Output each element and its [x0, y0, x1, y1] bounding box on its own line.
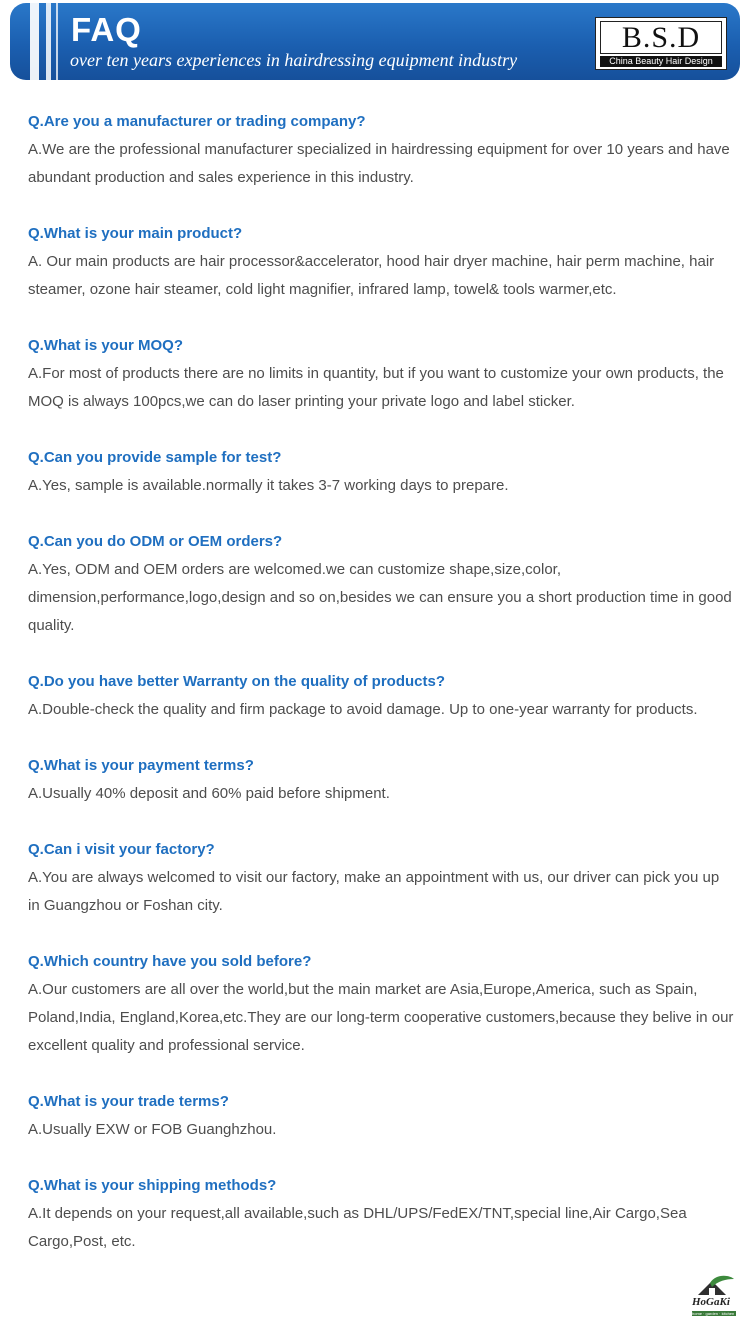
faq-item	[28, 220, 734, 304]
faq-question: Q.Can you provide sample for test?	[28, 449, 282, 466]
faq-item	[28, 948, 734, 1060]
faq-question: Q.Can i visit your factory?	[28, 841, 215, 858]
faq-answer: A.Usually EXW or FOB Guanghzhou.	[28, 1121, 277, 1138]
faq-answer: A.Double-check the quality and firm package to avoid damage. Up to one-year warranty for products.	[28, 701, 698, 718]
faq-item	[28, 836, 734, 920]
faq-answer: A. Our main products are hair processor&accelerator, hood hair dryer machine, hair perm machine, hair steamer, ozone hair steamer, cold light magnifier, infrared lamp, towel& tools warmer,etc.	[28, 253, 715, 298]
faq-question: Q.Which country have you sold before?	[28, 953, 312, 970]
faq-question: Q.What is your main product?	[28, 225, 243, 242]
faq-answer: A.You are always welcomed to visit our factory, make an appointment with us, our driver can pick you up in Guangzhou or Foshan city.	[28, 869, 720, 914]
faq-question: Q.What is your shipping methods?	[28, 1177, 277, 1194]
watermark-tagline: home · garden · kitchen	[692, 1311, 735, 1316]
faq-item	[28, 332, 734, 416]
faq-item	[28, 528, 734, 640]
watermark-logo	[690, 1273, 738, 1319]
faq-question: Q.What is your trade terms?	[28, 1093, 229, 1110]
faq-item	[28, 108, 734, 192]
faq-question: Q.Are you a manufacturer or trading company?	[28, 113, 366, 130]
faq-answer: A.For most of products there are no limits in quantity, but if you want to customize your own products, the MOQ is always 100pcs,we can do laser printing your private logo and label sticker.	[28, 365, 724, 410]
logo-caption: China Beauty Hair Design	[600, 56, 722, 67]
page-title: FAQ	[71, 11, 142, 48]
faq-item	[28, 1172, 734, 1256]
faq-item	[28, 444, 734, 500]
page-subtitle: over ten years experiences in hairdressing equipment industry	[70, 50, 518, 70]
faq-answer: A.Usually 40% deposit and 60% paid before shipment.	[28, 785, 390, 802]
faq-list	[28, 108, 734, 1284]
faq-question: Q.Do you have better Warranty on the quality of products?	[28, 673, 445, 690]
banner-stripe	[30, 3, 39, 80]
faq-item	[28, 668, 734, 724]
banner-stripe	[46, 3, 51, 80]
faq-answer: A.Yes, sample is available.normally it takes 3-7 working days to prepare.	[28, 477, 509, 494]
faq-item	[28, 1088, 734, 1144]
faq-question: Q.Can you do ODM or OEM orders?	[28, 533, 283, 550]
faq-question: Q.What is your MOQ?	[28, 337, 184, 354]
banner-stripe	[56, 3, 58, 80]
faq-answer: A.Our customers are all over the world,but the main market are Asia,Europe,America, such as Spain, Poland,India, England,Korea,etc.They are our long-term cooperative customers,because they belive in our excellent quality and professional service.	[28, 981, 734, 1054]
faq-answer: A.It depends on your request,all available,such as DHL/UPS/FedEX/TNT,special line,Air Cargo,Sea Cargo,Post, etc.	[28, 1205, 687, 1250]
logo-mark: B.S.D	[600, 21, 722, 54]
faq-answer: A.We are the professional manufacturer specialized in hairdressing equipment for over 10 years and have abundant production and sales experience in this industry.	[28, 141, 730, 186]
faq-item	[28, 752, 734, 808]
leaf-house-icon	[690, 1273, 738, 1297]
faq-question: Q.What is your payment terms?	[28, 757, 254, 774]
faq-banner	[10, 3, 740, 80]
brand-logo	[595, 17, 727, 70]
faq-answer: A.Yes, ODM and OEM orders are welcomed.we can customize shape,size,color, dimension,performance,logo,design and so on,besides we can ensure you a short production time in good quality.	[28, 561, 732, 634]
watermark-name: HoGaKi	[692, 1296, 730, 1308]
